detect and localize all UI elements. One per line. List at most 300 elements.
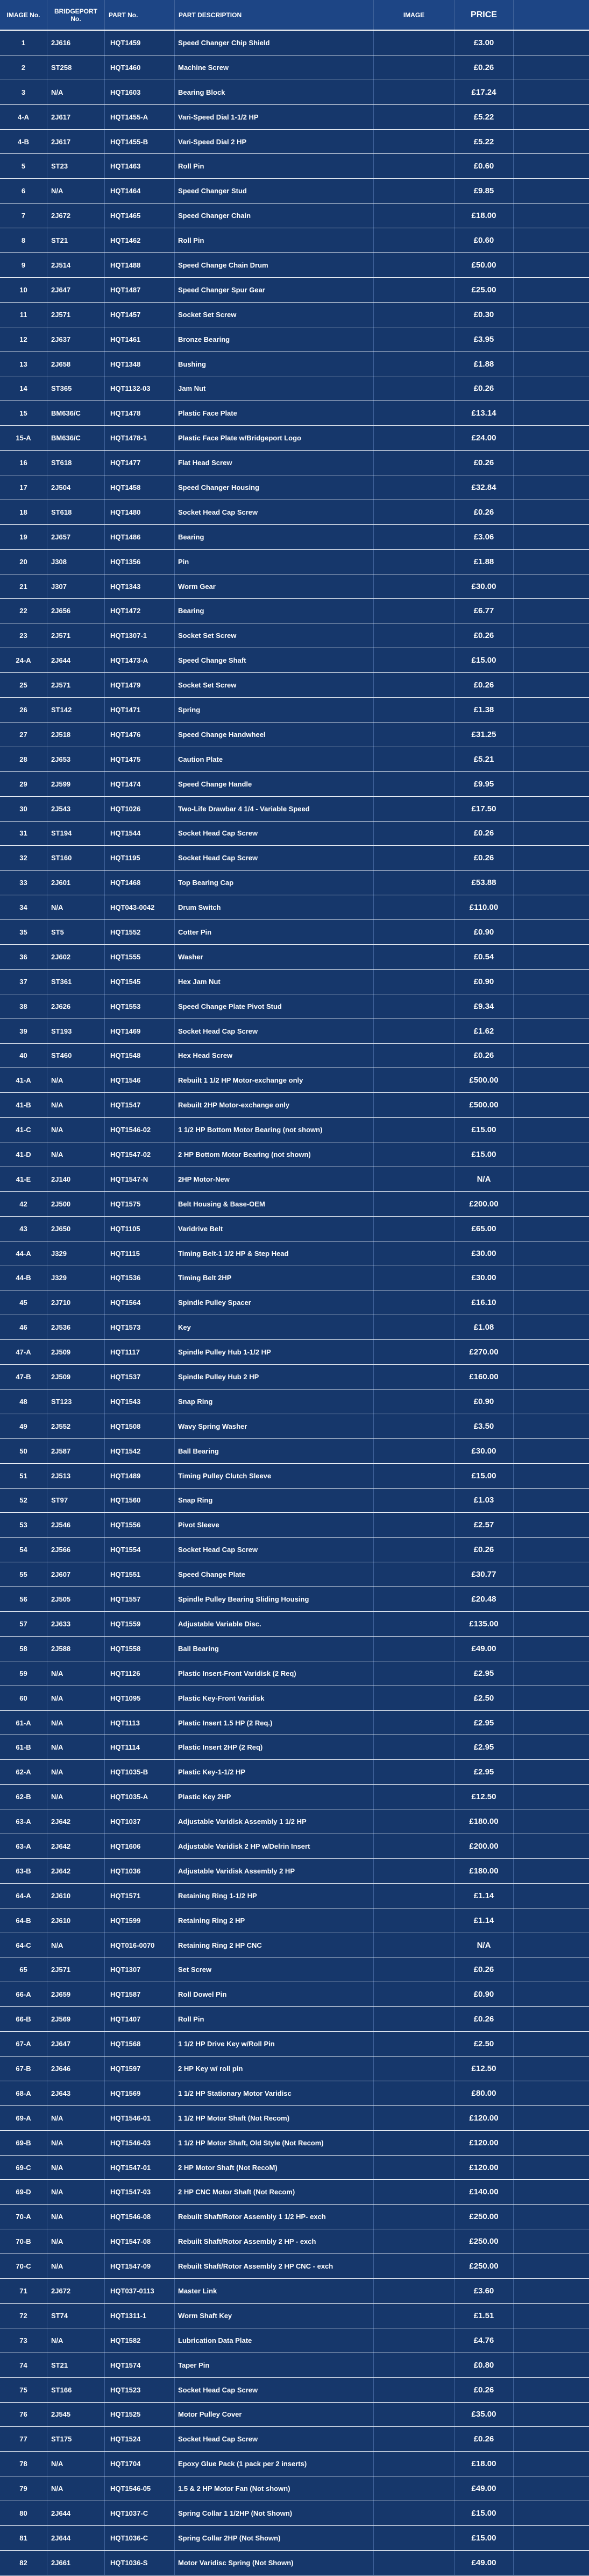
table-row	[0, 2056, 589, 2081]
image-no-cell: 11	[0, 303, 47, 327]
part-description-cell: Ball Bearing	[175, 1439, 374, 1463]
bridgeport-no-cell: ST160	[47, 846, 105, 870]
bridgeport-no-cell: 2J647	[47, 278, 105, 302]
image-cell	[374, 2526, 455, 2550]
part-no-cell: HQT1343	[105, 574, 175, 599]
price-cell: £0.26	[455, 1538, 514, 1562]
price-cell: £1.03	[455, 1489, 514, 1513]
row-spacer	[514, 1908, 589, 1933]
bridgeport-no-cell: 2J643	[47, 2081, 105, 2105]
image-no-cell: 46	[0, 1315, 47, 1339]
image-cell	[374, 673, 455, 697]
bridgeport-no-cell: ST166	[47, 2378, 105, 2402]
part-description-cell: Bearing Block	[175, 80, 374, 104]
part-description-cell: 1 1/2 HP Drive Key w/Roll Pin	[175, 2032, 374, 2056]
image-no-cell: 35	[0, 920, 47, 944]
bridgeport-no-cell: 2J140	[47, 1167, 105, 1191]
price-cell: £49.00	[455, 1637, 514, 1661]
price-cell: £250.00	[455, 2205, 514, 2229]
bridgeport-no-cell: N/A	[47, 1142, 105, 1167]
table-row	[0, 80, 589, 105]
part-no-cell: HQT1037-C	[105, 2501, 175, 2525]
table-row	[0, 303, 589, 327]
image-cell	[374, 2032, 455, 2056]
part-description-cell: Retaining Ring 2 HP CNC	[175, 1933, 374, 1957]
image-cell	[374, 574, 455, 599]
bridgeport-no-cell: ST193	[47, 1019, 105, 1043]
image-cell	[374, 2081, 455, 2105]
price-cell: £9.34	[455, 994, 514, 1019]
image-no-cell: 55	[0, 1562, 47, 1587]
row-spacer	[514, 822, 589, 846]
image-no-cell: 49	[0, 1414, 47, 1438]
price-cell: £140.00	[455, 2180, 514, 2204]
table-row	[0, 994, 589, 1019]
price-cell: £1.08	[455, 1315, 514, 1339]
table-row	[0, 253, 589, 278]
image-no-cell: 64-A	[0, 1884, 47, 1908]
part-description-cell: Speed Change Handwheel	[175, 722, 374, 747]
part-no-cell: HQT1545	[105, 970, 175, 994]
table-row	[0, 1489, 589, 1513]
row-spacer	[514, 2427, 589, 2451]
table-row	[0, 1809, 589, 1834]
price-cell: £120.00	[455, 2106, 514, 2130]
part-description-cell: Roll Pin	[175, 154, 374, 178]
row-spacer	[514, 1439, 589, 1463]
part-description-cell: Plastic Key-1-1/2 HP	[175, 1760, 374, 1784]
row-spacer	[514, 1167, 589, 1191]
price-cell: £0.26	[455, 673, 514, 697]
row-spacer	[514, 1661, 589, 1686]
row-spacer	[514, 303, 589, 327]
image-cell	[374, 648, 455, 672]
table-row	[0, 797, 589, 822]
bridgeport-no-cell: 2J546	[47, 1513, 105, 1537]
part-description-cell: Master Link	[175, 2279, 374, 2303]
price-cell: £2.95	[455, 1711, 514, 1735]
table-row	[0, 2279, 589, 2304]
image-cell	[374, 2304, 455, 2328]
part-no-cell: HQT1114	[105, 1735, 175, 1759]
bridgeport-no-cell: 2J569	[47, 2007, 105, 2031]
price-cell: £135.00	[455, 1612, 514, 1636]
part-description-cell: Worm Shaft Key	[175, 2304, 374, 2328]
bridgeport-no-cell: N/A	[47, 1735, 105, 1759]
price-cell: £12.50	[455, 2056, 514, 2081]
row-spacer	[514, 871, 589, 895]
bridgeport-no-cell: ST460	[47, 1044, 105, 1068]
image-no-cell: 28	[0, 747, 47, 771]
table-row	[0, 1908, 589, 1933]
row-spacer	[514, 2403, 589, 2427]
price-cell: £1.14	[455, 1908, 514, 1933]
image-no-cell: 74	[0, 2353, 47, 2377]
image-cell	[374, 426, 455, 450]
price-cell: £200.00	[455, 1834, 514, 1858]
row-spacer	[514, 2156, 589, 2180]
part-description-cell: Bearing	[175, 525, 374, 549]
bridgeport-no-cell: 2J656	[47, 599, 105, 623]
price-cell: £0.90	[455, 920, 514, 944]
image-no-cell: 41-C	[0, 1118, 47, 1142]
image-cell	[374, 2056, 455, 2081]
part-no-cell: HQT1547-09	[105, 2254, 175, 2278]
part-no-cell: HQT1473-A	[105, 648, 175, 672]
part-description-cell: Pin	[175, 550, 374, 574]
price-cell: £0.26	[455, 623, 514, 648]
part-no-cell: HQT1036-S	[105, 2551, 175, 2575]
part-description-cell: Socket Head Cap Screw	[175, 1019, 374, 1043]
bridgeport-no-cell: J329	[47, 1266, 105, 1290]
part-no-cell: HQT1407	[105, 2007, 175, 2031]
image-no-cell: 58	[0, 1637, 47, 1661]
part-description-cell: Socket Head Cap Screw	[175, 2378, 374, 2402]
part-no-cell: HQT1117	[105, 1340, 175, 1364]
image-cell	[374, 994, 455, 1019]
bridgeport-no-cell: ST361	[47, 970, 105, 994]
price-cell: £15.00	[455, 648, 514, 672]
part-no-cell: HQT1587	[105, 1982, 175, 2006]
image-cell	[374, 1982, 455, 2006]
image-cell	[374, 871, 455, 895]
part-no-cell: HQT1559	[105, 1612, 175, 1636]
image-no-cell: 54	[0, 1538, 47, 1562]
table-row	[0, 1884, 589, 1908]
bridgeport-no-cell: 2J661	[47, 2551, 105, 2575]
price-cell: £15.00	[455, 1118, 514, 1142]
image-cell	[374, 1760, 455, 1784]
part-no-cell: HQT1468	[105, 871, 175, 895]
table-row	[0, 1365, 589, 1389]
row-spacer	[514, 1785, 589, 1809]
bridgeport-no-cell: N/A	[47, 1093, 105, 1117]
price-cell: £49.00	[455, 2551, 514, 2575]
part-description-cell: Taper Pin	[175, 2353, 374, 2377]
image-cell	[374, 475, 455, 500]
table-row	[0, 1711, 589, 1736]
table-body	[0, 31, 589, 2575]
image-no-cell: 50	[0, 1439, 47, 1463]
row-spacer	[514, 1093, 589, 1117]
part-no-cell: HQT1307-1	[105, 623, 175, 648]
part-no-cell: HQT1478	[105, 401, 175, 425]
part-no-cell: HQT1487	[105, 278, 175, 302]
price-cell: £1.38	[455, 698, 514, 722]
row-spacer	[514, 673, 589, 697]
table-row	[0, 1538, 589, 1562]
image-cell	[374, 1217, 455, 1241]
row-spacer	[514, 2279, 589, 2303]
image-no-cell: 30	[0, 797, 47, 821]
image-no-cell: 1	[0, 31, 47, 55]
bridgeport-no-cell: ST123	[47, 1389, 105, 1414]
row-spacer	[514, 846, 589, 870]
image-no-cell: 79	[0, 2476, 47, 2501]
image-no-cell: 38	[0, 994, 47, 1019]
row-spacer	[514, 2254, 589, 2278]
image-no-cell: 23	[0, 623, 47, 648]
part-no-cell: HQT1575	[105, 1192, 175, 1216]
image-no-cell: 41-A	[0, 1068, 47, 1092]
image-no-cell: 60	[0, 1686, 47, 1710]
part-description-cell: Drum Switch	[175, 895, 374, 920]
price-cell: £0.26	[455, 55, 514, 80]
table-row	[0, 1340, 589, 1365]
bridgeport-no-cell: N/A	[47, 2156, 105, 2180]
part-no-cell: HQT1582	[105, 2328, 175, 2353]
image-no-cell: 36	[0, 945, 47, 969]
image-no-cell: 56	[0, 1587, 47, 1611]
part-description-cell: Speed Changer Housing	[175, 475, 374, 500]
part-no-cell: HQT1546-03	[105, 2131, 175, 2155]
bridgeport-no-cell: J308	[47, 550, 105, 574]
price-cell: £31.25	[455, 722, 514, 747]
part-description-cell: Jam Nut	[175, 376, 374, 401]
part-no-cell: HQT1571	[105, 1884, 175, 1908]
image-no-cell: 53	[0, 1513, 47, 1537]
price-cell: £13.14	[455, 401, 514, 425]
image-cell	[374, 1489, 455, 1513]
image-no-cell: 31	[0, 822, 47, 846]
table-row	[0, 2403, 589, 2427]
part-description-cell: Socket Head Cap Screw	[175, 822, 374, 846]
image-cell	[374, 1019, 455, 1043]
table-row	[0, 2081, 589, 2106]
price-cell: £0.54	[455, 945, 514, 969]
bridgeport-no-cell: N/A	[47, 2205, 105, 2229]
row-spacer	[514, 1315, 589, 1339]
part-description-cell: Varidrive Belt	[175, 1217, 374, 1241]
row-spacer	[514, 1884, 589, 1908]
table-row	[0, 648, 589, 673]
image-cell	[374, 1562, 455, 1587]
row-spacer	[514, 525, 589, 549]
part-no-cell: HQT1348	[105, 352, 175, 376]
table-row	[0, 1513, 589, 1538]
bridgeport-no-cell: 2J536	[47, 1315, 105, 1339]
table-row	[0, 2180, 589, 2205]
row-spacer	[514, 1414, 589, 1438]
price-cell: £30.77	[455, 1562, 514, 1587]
table-row	[0, 2551, 589, 2575]
part-description-cell: Rebuilt 2HP Motor-exchange only	[175, 1093, 374, 1117]
part-no-cell: HQT1195	[105, 846, 175, 870]
table-row	[0, 352, 589, 377]
part-description-cell: Adjustable Varidisk 2 HP w/Delrin Insert	[175, 1834, 374, 1858]
part-no-cell: HQT1307	[105, 1957, 175, 1982]
price-cell: £2.95	[455, 1735, 514, 1759]
row-spacer	[514, 1834, 589, 1858]
price-cell: £3.60	[455, 2279, 514, 2303]
table-row	[0, 2526, 589, 2551]
price-cell: £30.00	[455, 1241, 514, 1266]
part-description-cell: Rebuilt 1 1/2 HP Motor-exchange only	[175, 1068, 374, 1092]
image-no-cell: 26	[0, 698, 47, 722]
image-cell	[374, 698, 455, 722]
image-no-cell: 40	[0, 1044, 47, 1068]
image-no-cell: 75	[0, 2378, 47, 2402]
price-cell: £9.85	[455, 179, 514, 203]
price-cell: £0.26	[455, 2378, 514, 2402]
image-cell	[374, 1192, 455, 1216]
part-no-cell: HQT1547-N	[105, 1167, 175, 1191]
part-no-cell: HQT1546-08	[105, 2205, 175, 2229]
table-row	[0, 500, 589, 525]
bridgeport-no-cell: 2J633	[47, 1612, 105, 1636]
part-no-cell: HQT1569	[105, 2081, 175, 2105]
row-spacer	[514, 747, 589, 771]
image-no-cell: 70-B	[0, 2229, 47, 2254]
price-cell: £0.90	[455, 1982, 514, 2006]
price-cell: £2.50	[455, 1686, 514, 1710]
row-spacer	[514, 2378, 589, 2402]
image-no-cell: 25	[0, 673, 47, 697]
bridgeport-no-cell: 2J710	[47, 1290, 105, 1315]
image-no-cell: 4-B	[0, 130, 47, 154]
image-no-cell: 47-A	[0, 1340, 47, 1364]
part-no-cell: HQT1489	[105, 1464, 175, 1488]
image-cell	[374, 401, 455, 425]
table-row	[0, 1290, 589, 1315]
bridgeport-no-cell: 2J616	[47, 31, 105, 55]
image-no-cell: 77	[0, 2427, 47, 2451]
part-no-cell: HQT1551	[105, 1562, 175, 1587]
row-spacer	[514, 500, 589, 524]
bridgeport-no-cell: 2J637	[47, 327, 105, 352]
price-cell: £49.00	[455, 2476, 514, 2501]
image-cell	[374, 2427, 455, 2451]
image-cell	[374, 846, 455, 870]
part-description-cell: Plastic Key 2HP	[175, 1785, 374, 1809]
row-spacer	[514, 1760, 589, 1784]
price-cell: £18.00	[455, 203, 514, 228]
image-no-cell: 43	[0, 1217, 47, 1241]
image-cell	[374, 1167, 455, 1191]
part-no-cell: HQT1465	[105, 203, 175, 228]
row-spacer	[514, 2476, 589, 2501]
row-spacer	[514, 1612, 589, 1636]
bridgeport-no-cell: 2J571	[47, 623, 105, 648]
image-cell	[374, 1735, 455, 1759]
part-no-cell: HQT1525	[105, 2403, 175, 2427]
bridgeport-no-cell: N/A	[47, 1711, 105, 1735]
table-row	[0, 130, 589, 155]
bridgeport-no-cell: ST365	[47, 376, 105, 401]
price-cell: £9.95	[455, 772, 514, 796]
bridgeport-no-cell: 2J672	[47, 203, 105, 228]
row-spacer	[514, 352, 589, 376]
row-spacer	[514, 1513, 589, 1537]
bridgeport-no-cell: ST21	[47, 2353, 105, 2377]
bridgeport-no-cell: 2J500	[47, 1192, 105, 1216]
table-row	[0, 2007, 589, 2032]
part-description-cell: Flat Head Screw	[175, 451, 374, 475]
bridgeport-no-cell: 2J644	[47, 2501, 105, 2525]
part-no-cell: HQT1132-03	[105, 376, 175, 401]
table-row	[0, 327, 589, 352]
part-description-cell: Pivot Sleeve	[175, 1513, 374, 1537]
part-no-cell: HQT1356	[105, 550, 175, 574]
table-row	[0, 673, 589, 698]
table-row	[0, 1192, 589, 1217]
price-cell: £0.26	[455, 376, 514, 401]
price-cell: £53.88	[455, 871, 514, 895]
image-no-cell: 41-B	[0, 1093, 47, 1117]
part-no-cell: HQT1126	[105, 1661, 175, 1686]
table-row	[0, 1414, 589, 1439]
row-spacer	[514, 2229, 589, 2254]
part-description-cell: Speed Changer Stud	[175, 179, 374, 203]
part-no-cell: HQT1455-A	[105, 105, 175, 129]
price-cell: £0.26	[455, 846, 514, 870]
image-no-cell: 22	[0, 599, 47, 623]
image-no-cell: 20	[0, 550, 47, 574]
bridgeport-no-cell: ST142	[47, 698, 105, 722]
image-no-cell: 63-A	[0, 1809, 47, 1834]
part-description-cell: Cotter Pin	[175, 920, 374, 944]
part-description-cell: Key	[175, 1315, 374, 1339]
price-cell: £2.95	[455, 1661, 514, 1686]
row-spacer	[514, 203, 589, 228]
part-description-cell: Rebuilt Shaft/Rotor Assembly 1 1/2 HP- exch	[175, 2205, 374, 2229]
part-no-cell: HQT1546-05	[105, 2476, 175, 2501]
table-row	[0, 154, 589, 179]
row-spacer	[514, 1957, 589, 1982]
price-cell: £0.26	[455, 1044, 514, 1068]
part-no-cell: HQT1553	[105, 994, 175, 1019]
part-no-cell: HQT1554	[105, 1538, 175, 1562]
image-cell	[374, 2403, 455, 2427]
image-cell	[374, 105, 455, 129]
part-description-cell: Snap Ring	[175, 1489, 374, 1513]
table-row	[0, 1142, 589, 1167]
bridgeport-no-cell: 2J646	[47, 2056, 105, 2081]
row-spacer	[514, 1266, 589, 1290]
price-cell: N/A	[455, 1933, 514, 1957]
bridgeport-no-cell: N/A	[47, 2476, 105, 2501]
image-no-cell: 76	[0, 2403, 47, 2427]
bridgeport-no-cell: N/A	[47, 1118, 105, 1142]
image-no-cell: 33	[0, 871, 47, 895]
bridgeport-no-cell: N/A	[47, 2254, 105, 2278]
part-no-cell: HQT1459	[105, 31, 175, 55]
row-spacer	[514, 2526, 589, 2550]
part-description-cell: Motor Pulley Cover	[175, 2403, 374, 2427]
image-no-cell: 78	[0, 2452, 47, 2476]
part-no-cell: HQT1460	[105, 55, 175, 80]
image-no-cell: 64-B	[0, 1908, 47, 1933]
image-cell	[374, 1908, 455, 1933]
image-cell	[374, 500, 455, 524]
part-description-cell: Socket Head Cap Screw	[175, 1538, 374, 1562]
price-cell: £15.00	[455, 2501, 514, 2525]
image-cell	[374, 2501, 455, 2525]
part-no-cell: HQT1474	[105, 772, 175, 796]
image-no-cell: 44-A	[0, 1241, 47, 1266]
table-row	[0, 1389, 589, 1414]
table-row	[0, 525, 589, 550]
image-no-cell: 15	[0, 401, 47, 425]
bridgeport-no-cell: 2J571	[47, 673, 105, 697]
image-cell	[374, 772, 455, 796]
row-spacer	[514, 797, 589, 821]
part-no-cell: HQT1488	[105, 253, 175, 277]
table-row	[0, 2304, 589, 2328]
price-cell: £18.00	[455, 2452, 514, 2476]
price-cell: £110.00	[455, 895, 514, 920]
image-no-cell: 3	[0, 80, 47, 104]
